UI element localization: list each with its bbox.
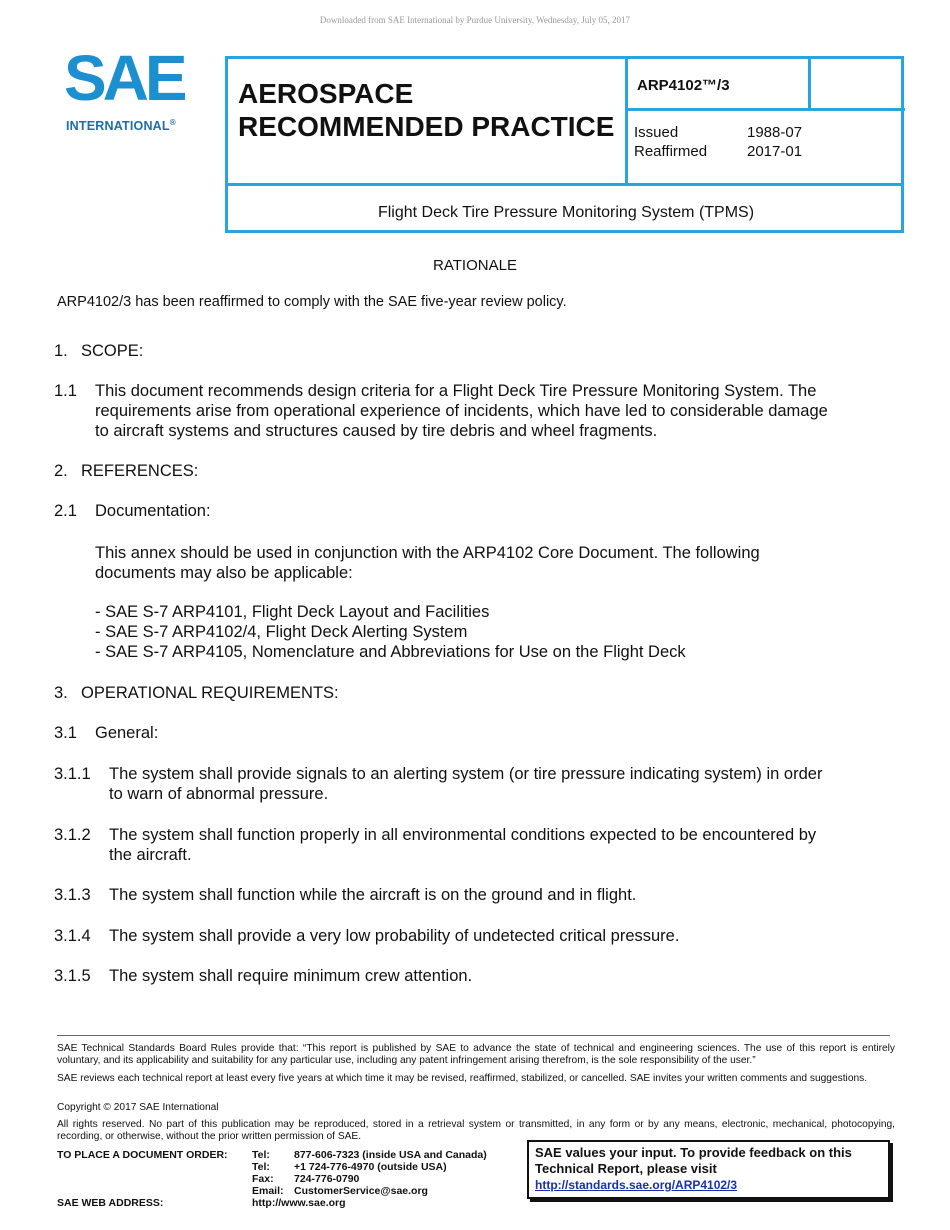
order-label: TO PLACE A DOCUMENT ORDER:	[57, 1149, 228, 1161]
section-paragraph: The system shall provide signals to an alerting system (or tire pressure indicating system) in order to warn of abnormal pressure.	[109, 765, 823, 803]
review-notice: SAE reviews each technical report at least every five years at which time it may be revised, reaffirmed, stabilized, or cancelled. SAE invites your written comments and suggestions.	[57, 1073, 868, 1084]
tsb-rules-notice: SAE Technical Standards Board Rules provide that: “This report is published by SAE to advance the state of technical and engineering sciences. The use of this report is entirely voluntary, and its applicability and suitability for any particular use, including any patent infringement arising therefrom, is the sole responsibility of the user.”	[57, 1043, 895, 1066]
web-address: http://www.sae.org	[252, 1197, 346, 1209]
contact-row: Fax: 724-776-0790	[252, 1173, 360, 1185]
rationale-text: ARP4102/3 has been reaffirmed to comply with the SAE five-year review policy.	[57, 294, 567, 310]
section-title: Documentation:	[95, 502, 211, 520]
section-number: 2.	[54, 462, 68, 480]
section-number: 3.1.5	[54, 967, 91, 985]
section-paragraph: This document recommends design criteria for a Flight Deck Tire Pressure Monitoring System. The requirements arise from operational experience of incidents, which have led to considerable damage to aircraft systems and structures caused by tire debris and wheel fragments.	[95, 382, 828, 440]
rights-notice: All rights reserved. No part of this publication may be reproduced, stored in a retrieval system or transmitted, in any form or by any means, electronic, mechanical, photocopying, recording, or otherwise, without the prior written permission of SAE.	[57, 1119, 895, 1142]
issue-dates: Issued 1988-07 Reaffirmed 2017-01	[634, 124, 803, 160]
logo-mark: SAE	[64, 42, 184, 114]
section-title: SCOPE:	[81, 342, 144, 360]
document-subject: Flight Deck Tire Pressure Monitoring System (TPMS)	[377, 204, 755, 221]
section-number: 3.1	[54, 724, 77, 742]
order-contacts	[252, 1149, 487, 1209]
feedback-link[interactable]: http://standards.sae.org/ARP4102/3	[535, 1178, 738, 1192]
section-number: 1.1	[54, 382, 77, 400]
rationale-heading: RATIONALE	[433, 257, 517, 274]
contact-row: Email: CustomerService@sae.org	[252, 1185, 428, 1197]
section-paragraph: The system shall provide a very low probability of undetected critical pressure.	[109, 927, 680, 945]
copyright: Copyright © 2017 SAE International	[57, 1102, 219, 1113]
section-paragraph: The system shall require minimum crew attention.	[109, 967, 473, 985]
list-item: - SAE S-7 ARP4105, Nomenclature and Abbreviations for Use on the Flight Deck	[95, 643, 686, 661]
section-number: 3.1.3	[54, 886, 91, 904]
footer-divider	[57, 1035, 890, 1036]
document-header	[225, 56, 904, 233]
feedback-box: SAE values your input. To provide feedback on this Technical Report, please visit http://standards.sae.org/ARP4102/3	[527, 1140, 890, 1199]
list-item: - SAE S-7 ARP4102/4, Flight Deck Alerting System	[95, 623, 468, 641]
section-number: 3.1.1	[54, 765, 91, 783]
logo-tagline: INTERNATIONAL®	[66, 118, 176, 134]
section-number: 3.1.4	[54, 927, 91, 945]
section-title: REFERENCES:	[81, 462, 199, 480]
section-title: OPERATIONAL REQUIREMENTS:	[81, 684, 339, 702]
list-item: - SAE S-7 ARP4101, Flight Deck Layout and Facilities	[95, 603, 490, 621]
web-address-label: SAE WEB ADDRESS:	[57, 1197, 164, 1209]
section-paragraph: The system shall function properly in all environmental conditions expected to be encountered by the aircraft.	[109, 826, 817, 864]
document-number: ARP4102™/3	[637, 77, 730, 94]
contact-row: Tel: 877-606-7323 (inside USA and Canada)	[252, 1149, 487, 1161]
section-number: 3.	[54, 684, 68, 702]
section-number: 2.1	[54, 502, 77, 520]
section-paragraph: The system shall function while the aircraft is on the ground and in flight.	[109, 886, 637, 904]
section-number: 1.	[54, 342, 68, 360]
contact-row: Tel: +1 724-776-4970 (outside USA)	[252, 1161, 447, 1173]
reference-list	[95, 602, 686, 662]
section-paragraph: This annex should be used in conjunction with the ARP4102 Core Document. The following documents may also be applicable:	[95, 544, 760, 582]
sae-logo	[62, 42, 197, 134]
document-type-title: AEROSPACE RECOMMENDED PRACTICE	[238, 78, 615, 142]
section-number: 3.1.2	[54, 826, 91, 844]
section-title: General:	[95, 724, 159, 742]
download-notice: Downloaded from SAE International by Purdue University, Wednesday, July 05, 2017	[319, 15, 631, 25]
